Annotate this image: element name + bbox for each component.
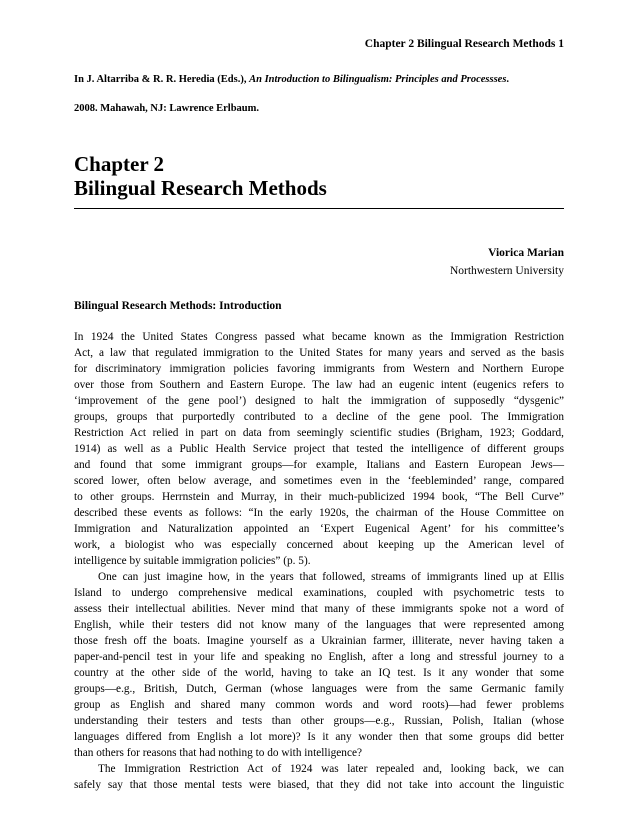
running-header: Chapter 2 Bilingual Research Methods 1 (364, 38, 564, 50)
chapter-number: Chapter 2 (74, 152, 165, 176)
body-line: country at the other side of the world, having to take an IQ test. Is it any wonder that some (74, 667, 564, 679)
body-line: The Immigration Restriction Act of 1924 was later repealed and, looking back, we can (98, 763, 564, 775)
body-line: Immigration and Naturalization appointed an ‘Expert Eugenical Agent’ for his committee’s (74, 523, 564, 535)
body-line: paper-and-pencil test in your life and speaking no English, after a long and stressful journey to a (74, 651, 564, 663)
body-line: groups, groups that purportedly contributed to a decline of the gene pool. The Immigration (74, 411, 564, 423)
body-line: those fresh off the boats. Imagine yourself as a Ukrainian farmer, illiterate, never having taken a (74, 635, 564, 647)
chapter-title (74, 152, 327, 200)
author-block (450, 244, 564, 280)
body-line: described these events as follows: “In the early 1920s, the chairman of the House Committee on (74, 507, 564, 519)
citation-book-title: An Introduction to Bilingualism: Principles and Processses (249, 74, 507, 85)
author-name: Viorica Marian (488, 247, 564, 259)
body-line: One can just imagine how, in the years that followed, streams of immigrants lined up at Ellis (98, 571, 564, 583)
body-line: for discriminatory immigration policies favoring immigrants from Western and Northern Europe (74, 363, 564, 375)
title-divider (74, 208, 564, 209)
body-line: Act, a law that regulated immigration to the United States for many years and served as the basis (74, 347, 564, 359)
body-line: to other groups. Herrnstein and Murray, in their much-publicized 1994 book, “The Bell Curve” (74, 491, 564, 503)
body-line: Island to undergo comprehensive medical examinations, coupled with psychometric tests to (74, 587, 564, 599)
body-line: work, a biologist who was especially concerned about keeping up the American level of (74, 539, 564, 551)
body-line: 1914) as well as a Public Health Service project that tested the intelligence of different groups (74, 443, 564, 455)
body-line: languages differed from English a lot more)? Is it any wonder then that some groups did better (74, 731, 564, 743)
chapter-name: Bilingual Research Methods (74, 176, 327, 200)
body-line: groups—e.g., British, Dutch, German (whose languages were from the same Germanic family (74, 683, 564, 695)
author-affiliation: Northwestern University (449, 265, 564, 277)
body-line: scored lower, often below average, and sometimes even in the ‘feebleminded’ range, compared (74, 475, 564, 487)
body-line: English, while their testers did not know many of the languages that were represented among (74, 619, 564, 631)
body-line: than others for reasons that had nothing to do with intelligence? (74, 747, 362, 759)
body-text (74, 329, 564, 793)
body-line: understanding their testers and tests than other groups—e.g., Russian, Polish, Italian (whose (74, 715, 564, 727)
body-line: and found that some immigrant groups—for example, Italians and Eastern European Jews— (74, 459, 564, 471)
body-line: ‘improvement of the gene pool’) designed to halt the immigration of supposedly “dysgenic” (74, 395, 564, 407)
citation-line-1 (74, 74, 509, 85)
citation-suffix: . (506, 74, 510, 85)
body-line: assess their intellectual abilities. Never mind that many of these immigrants spoke not a word of (74, 603, 564, 615)
citation-prefix: In J. Altarriba & R. R. Heredia (Eds.), (74, 74, 250, 85)
body-line: group as English and shared many common words and word roots)—had fewer problems (74, 699, 564, 711)
body-line: intelligence by suitable immigration policies” (p. 5). (74, 555, 311, 567)
body-line: over those from Southern and Eastern Europe. The law had an eugenic intent (eugenics refers to (74, 379, 564, 391)
citation-line-2: 2008. Mahawah, NJ: Lawrence Erlbaum. (74, 103, 260, 114)
body-line: safely say that those mental tests were biased, that they did not take into account the linguistic (74, 779, 564, 791)
section-heading: Bilingual Research Methods: Introduction (74, 300, 282, 312)
body-line: In 1924 the United States Congress passed what became known as the Immigration Restriction (74, 331, 564, 343)
body-line: Restriction Act relied in part on data from seemingly scientific studies (Brigham, 1923; Goddard, (74, 427, 564, 439)
